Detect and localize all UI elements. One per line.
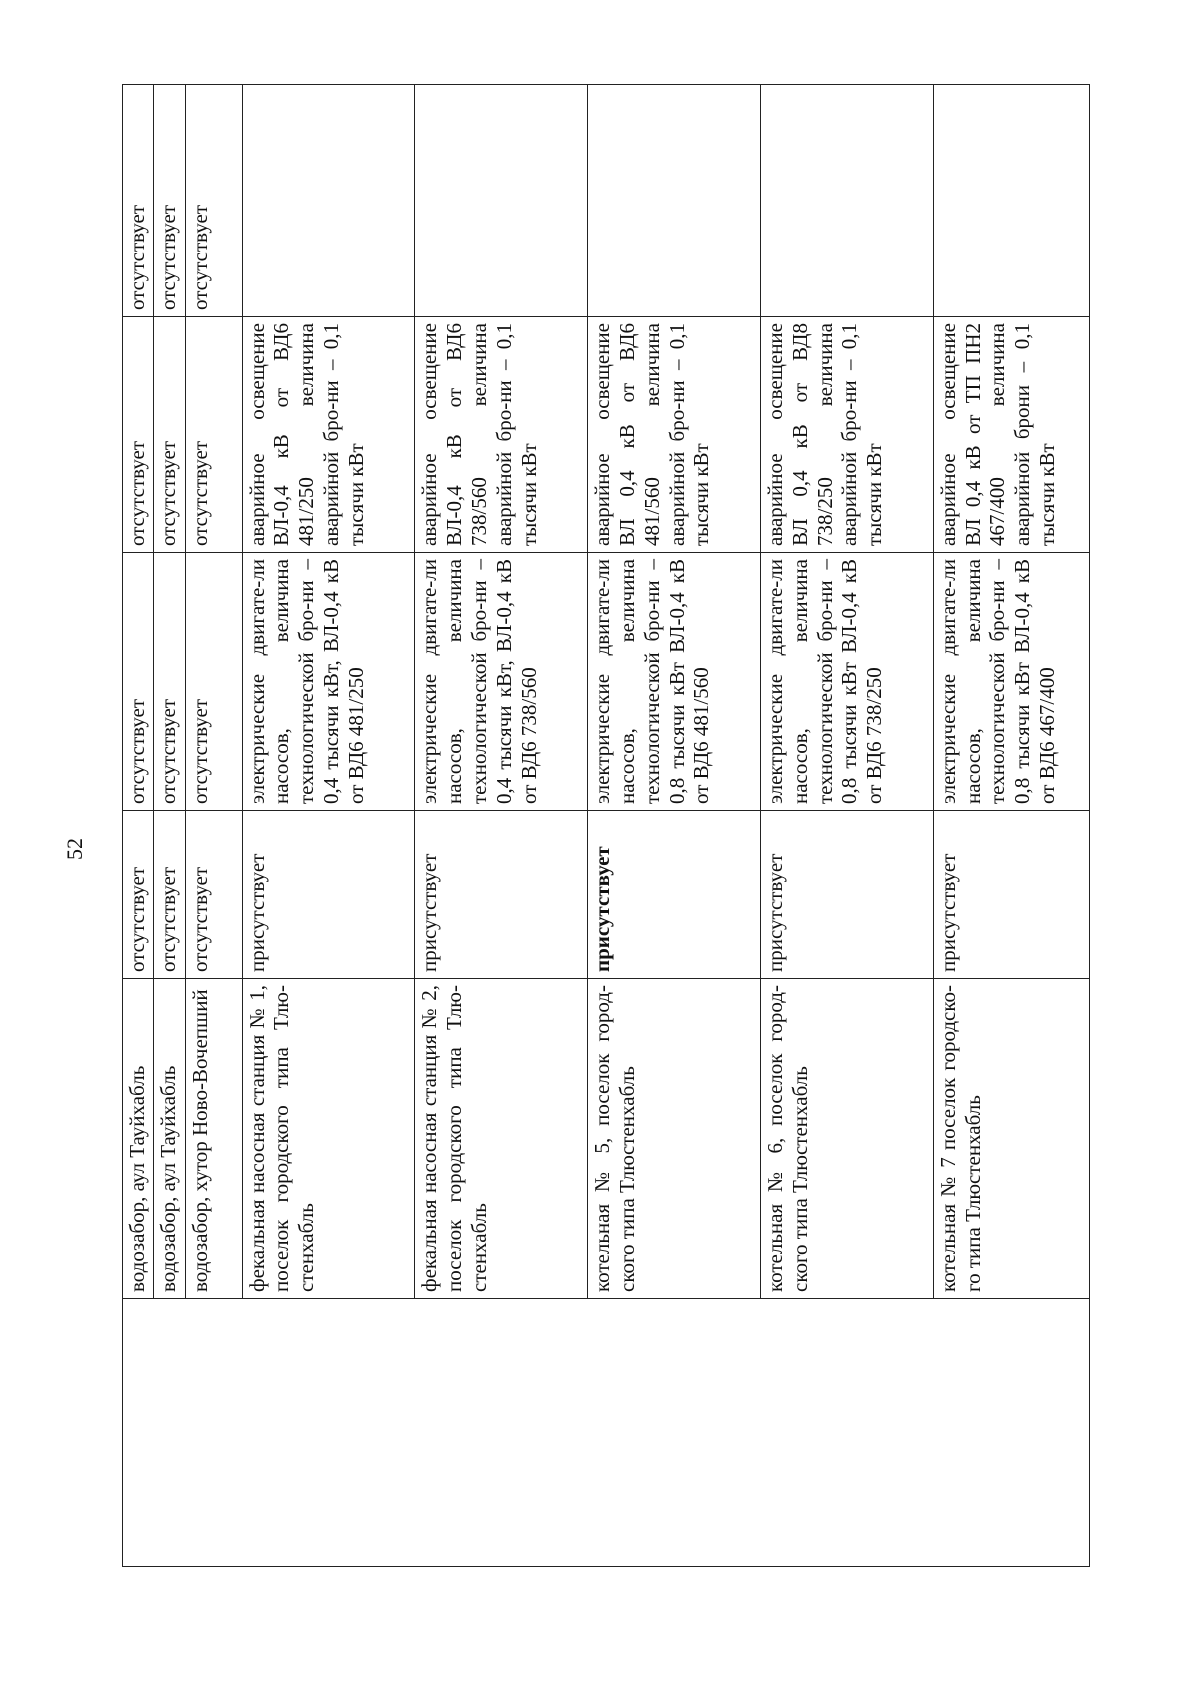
table-cell-extra bbox=[588, 85, 761, 317]
table-cell-extra: отсутствует bbox=[123, 85, 154, 317]
table-cell-emergency-reserve: отсутствует bbox=[185, 317, 242, 553]
table-cell-object: котельная № 7 поселок городско-го типа Тлюстенхабль bbox=[933, 979, 1089, 1299]
table-cell-status: отсутствует bbox=[185, 811, 242, 979]
table-cell-object: водозабор, аул Тауйхабль bbox=[123, 979, 154, 1299]
table-cell-status: присутствует bbox=[242, 811, 415, 979]
table-cell-extra bbox=[761, 85, 934, 317]
table-cell-object: водозабор, хутор Ново-Вочепший bbox=[185, 979, 242, 1299]
data-table bbox=[122, 84, 1090, 1567]
table-cell-tech-reserve: отсутствует bbox=[185, 553, 242, 811]
table-cell-emergency-reserve: аварийное освещение ВЛ 0,4 кВ от ВД8 738/250 величина аварийной бро-ни – 0,1 тысячи кВт bbox=[761, 317, 934, 553]
table-cell-tech-reserve: электрические двигате-ли насосов, величина технологической бро-ни – 0,4 тысячи кВт, ВЛ-0,4 кВ от ВД6 738/560 bbox=[415, 553, 588, 811]
table-cell-emergency-reserve: аварийное освещение ВЛ 0,4 кВ от ТП ПН2 467/400 величина аварийной брони – 0,1 тысячи кВт bbox=[933, 317, 1089, 553]
table-cell-status: присутствует bbox=[761, 811, 934, 979]
table-cell-tech-reserve: отсутствует bbox=[154, 553, 185, 811]
table-cell-object: водозабор, аул Тауйхабль bbox=[154, 979, 185, 1299]
page-number: 52 bbox=[62, 838, 87, 860]
table-cell-tech-reserve: отсутствует bbox=[123, 553, 154, 811]
table-cell-tech-reserve: электрические двигате-ли насосов, величина технологической бро-ни – 0,8 тысячи кВт ВЛ-0,4 кВ от ВД6 738/250 bbox=[761, 553, 934, 811]
table-cell-emergency-reserve: отсутствует bbox=[154, 317, 185, 553]
table-cell-extra: отсутствует bbox=[185, 85, 242, 317]
rotated-table-container bbox=[122, 85, 1090, 1567]
table-cell-object: фекальная насосная станция № 1, поселок городского типа Тлю-стенхабль bbox=[242, 979, 415, 1299]
table-cell-object: фекальная насосная станция № 2, поселок городского типа Тлю-стенхабль bbox=[415, 979, 588, 1299]
table-cell-extra bbox=[415, 85, 588, 317]
table-cell-emergency-reserve: аварийное освещение ВЛ-0,4 кВ от ВД6 738/560 величина аварийной бро-ни – 0,1 тысячи кВт bbox=[415, 317, 588, 553]
table-cell-extra bbox=[242, 85, 415, 317]
table-cell-tech-reserve: электрические двигате-ли насосов, величина технологической бро-ни – 0,8 тысячи кВт ВЛ-0,4 кВ от ВД6 467/400 bbox=[933, 553, 1089, 811]
table-cell-merged bbox=[123, 1299, 1090, 1567]
table-cell-status: отсутствует bbox=[123, 811, 154, 979]
table-cell-status: присутствует bbox=[933, 811, 1089, 979]
table-cell-emergency-reserve: аварийное освещение ВЛ-0,4 кВ от ВД6 481/250 величина аварийной бро-ни – 0,1 тысячи кВт bbox=[242, 317, 415, 553]
table-cell-object: котельная № 6, поселок город-ского типа Тлюстенхабль bbox=[761, 979, 934, 1299]
table-cell-extra: отсутствует bbox=[154, 85, 185, 317]
table-cell-tech-reserve: электрические двигате-ли насосов, величина технологической бро-ни – 0,4 тысячи кВт, ВЛ-0,4 кВ от ВД6 481/250 bbox=[242, 553, 415, 811]
table-cell-emergency-reserve: аварийное освещение ВЛ 0,4 кВ от ВД6 481/560 величина аварийной бро-ни – 0,1 тысячи кВт bbox=[588, 317, 761, 553]
table-cell-extra bbox=[933, 85, 1089, 317]
table-cell-emergency-reserve: отсутствует bbox=[123, 317, 154, 553]
table-cell-status: присутствует bbox=[415, 811, 588, 979]
table-row bbox=[123, 85, 154, 1567]
table-cell-tech-reserve: электрические двигате-ли насосов, величина технологической бро-ни – 0,8 тысячи кВт ВЛ-0,4 кВ от ВД6 481/560 bbox=[588, 553, 761, 811]
table-cell-object: котельная № 5, поселок город-ского типа Тлюстенхабль bbox=[588, 979, 761, 1299]
table-cell-status: отсутствует bbox=[154, 811, 185, 979]
table-cell-status: присутствует bbox=[588, 811, 761, 979]
